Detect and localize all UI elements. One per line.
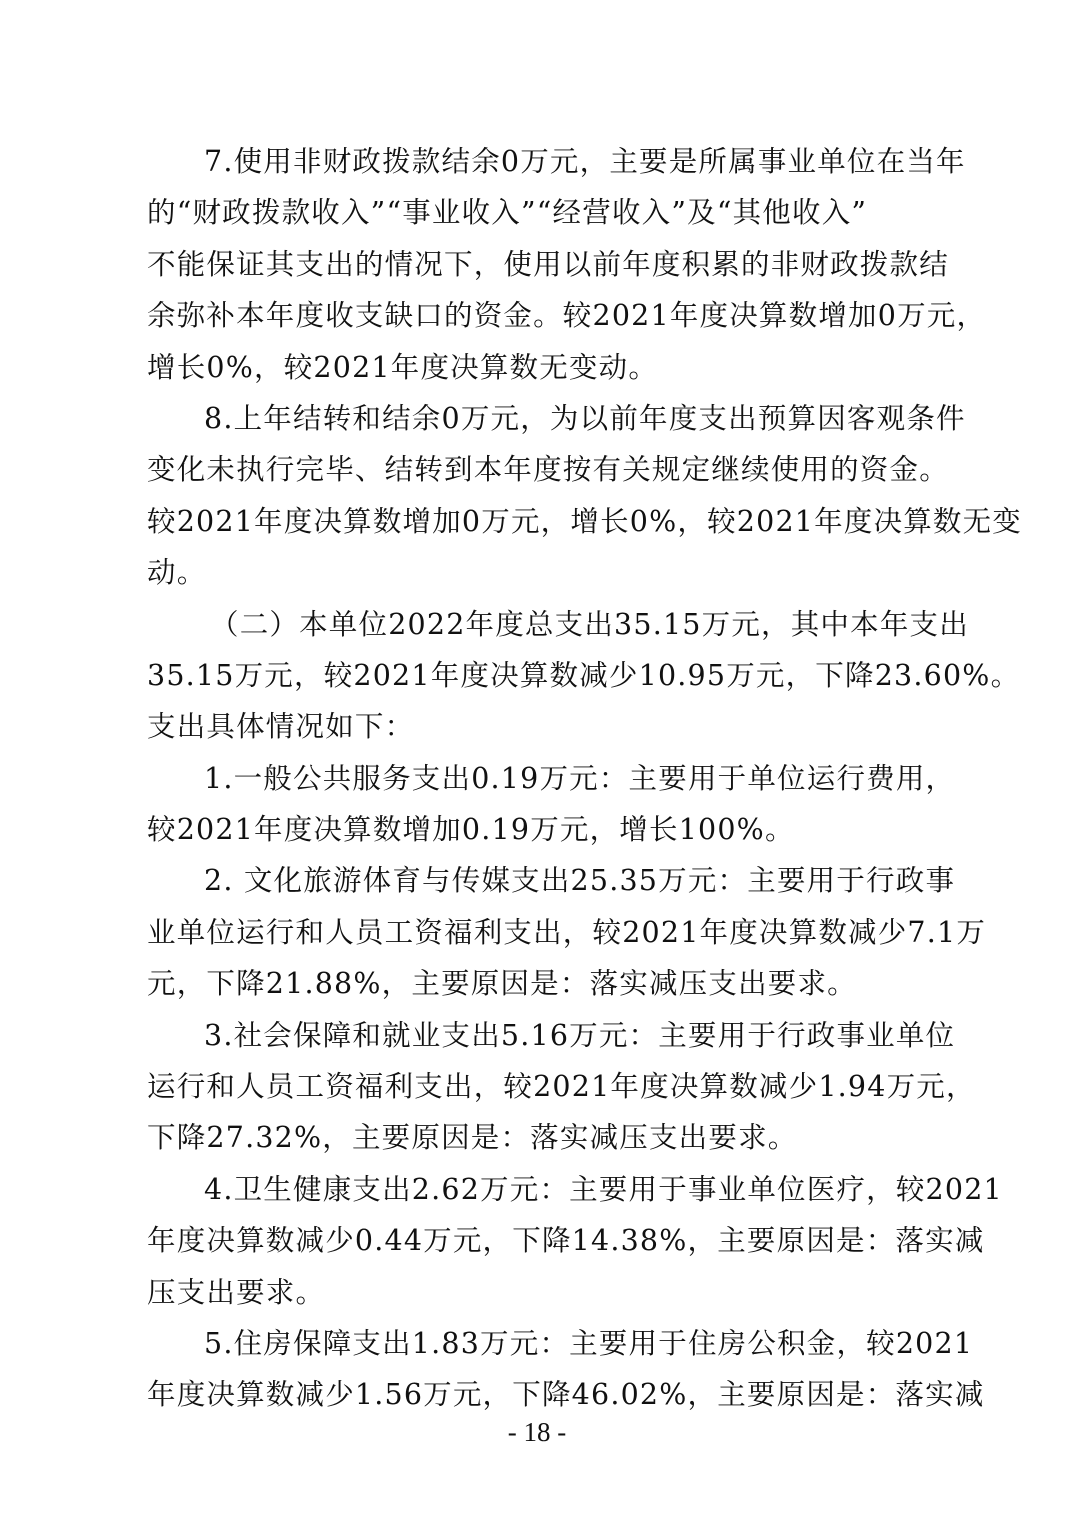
text-line: 年度决算数减少1.56万元，下降46.02%，主要原因是：落实减	[147, 1378, 985, 1412]
text-line: 35.15万元，较2021年度决算数减少10.95万元，下降23.60%。	[147, 658, 1021, 692]
text-line: （二）本单位2022年度总支出35.15万元，其中本年支出	[210, 607, 969, 641]
text-line: 下降27.32%，主要原因是：落实减压支出要求。	[147, 1121, 798, 1155]
text-line: 的“财政拨款收入”“事业收入”“经营收入”及“其他收入”	[147, 196, 868, 230]
text-line: 元，下降21.88%，主要原因是：落实减压支出要求。	[147, 967, 857, 1001]
text-line: 较2021年度决算数增加0.19万元，增长100%。	[147, 813, 795, 847]
text-line: 2. 文化旅游体育与传媒支出25.35万元：主要用于行政事	[204, 864, 956, 898]
text-line: 压支出要求。	[147, 1275, 326, 1309]
text-line: 3.社会保障和就业支出5.16万元：主要用于行政事业单位	[204, 1018, 956, 1052]
text-line: 4.卫生健康支出2.62万元：主要用于事业单位医疗，较2021	[204, 1172, 1003, 1206]
text-line: 1.一般公共服务支出0.19万元：主要用于单位运行费用，	[204, 761, 956, 795]
text-line: 7.使用非财政拨款结余0万元，主要是所属事业单位在当年	[204, 145, 966, 178]
text-line: 业单位运行和人员工资福利支出，较2021年度决算数减少7.1万	[147, 915, 987, 949]
text-line: 不能保证其支出的情况下，使用以前年度积累的非财政拨款结	[147, 247, 949, 281]
text-line: 变化未执行完毕、结转到本年度按有关规定继续使用的资金。	[147, 453, 949, 487]
text-line: 运行和人员工资福利支出，较2021年度决算数减少1.94万元，	[147, 1070, 976, 1104]
text-line: 较2021年度决算数增加0万元，增长0%，较2021年度决算数无变	[147, 504, 1023, 538]
text-line: 余弥补本年度收支缺口的资金。较2021年度决算数增加0万元，	[147, 299, 987, 333]
text-line: 增长0%，较2021年度决算数无变动。	[147, 350, 659, 384]
text-line: 动。	[147, 556, 207, 590]
text-line: 8.上年结转和结余0万元，为以前年度支出预算因客观条件	[204, 401, 966, 435]
text-line: 5.住房保障支出1.83万元：主要用于住房公积金，较2021	[204, 1326, 974, 1360]
text-line: 支出具体情况如下：	[147, 710, 415, 744]
text-line: 年度决算数减少0.44万元，下降14.38%，主要原因是：落实减	[147, 1224, 985, 1258]
page-number: - 18 -	[507, 1417, 567, 1447]
body-text	[147, 136, 1023, 1421]
